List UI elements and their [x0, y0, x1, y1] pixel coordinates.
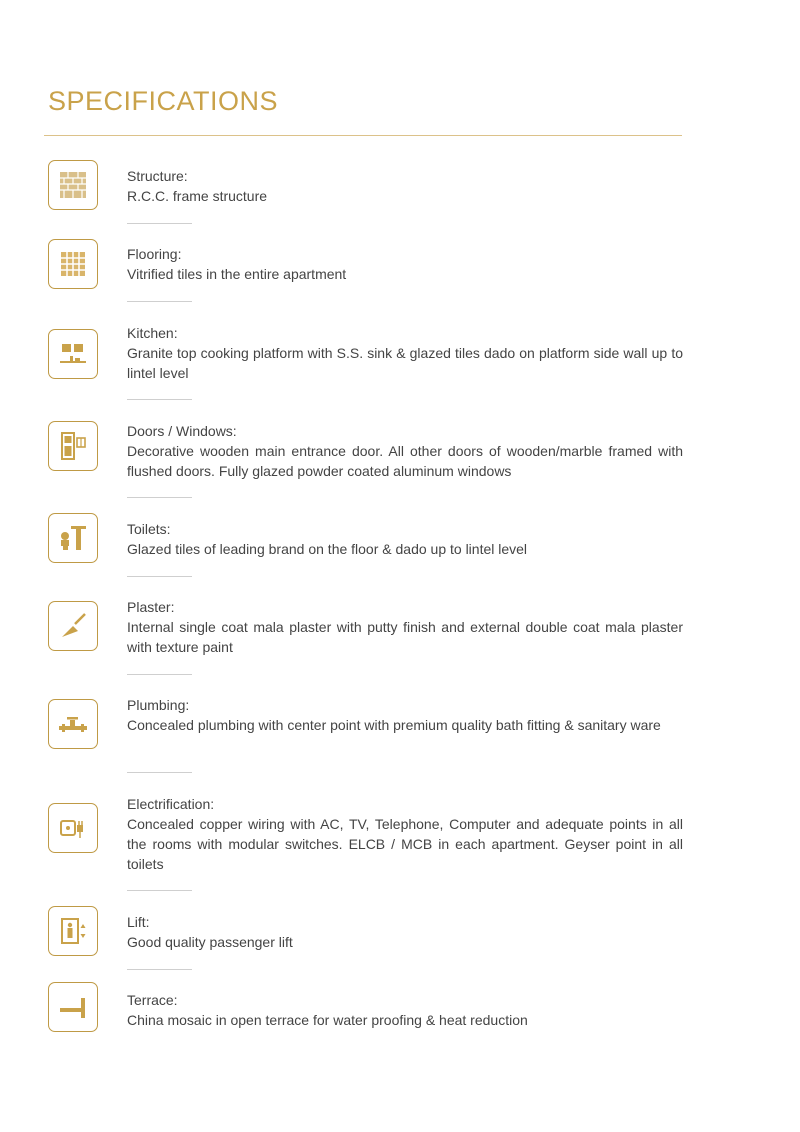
tiles-icon	[48, 239, 98, 289]
lift-icon	[48, 906, 98, 956]
spec-separator	[127, 576, 192, 577]
spec-separator	[127, 969, 192, 970]
spec-description: Glazed tiles of leading brand on the floor & dado up to lintel level	[127, 541, 528, 557]
spec-separator	[127, 223, 192, 224]
plug-socket-icon	[48, 803, 98, 853]
spec-description: Decorative wooden main entrance door. All other doors of wooden/marble framed with flushed doors. Fully glazed powder coated aluminum windows	[127, 443, 683, 479]
terrace-icon	[48, 982, 98, 1032]
spec-label: Flooring:	[127, 246, 182, 262]
spec-separator	[127, 890, 192, 891]
spec-label: Plaster:	[127, 599, 175, 615]
spec-separator	[127, 497, 192, 498]
toilet-icon	[48, 513, 98, 563]
brick-wall-icon	[48, 160, 98, 210]
spec-label: Plumbing:	[127, 697, 190, 713]
spec-description: Vitrified tiles in the entire apartment	[127, 266, 347, 282]
spec-description: Granite top cooking platform with S.S. sink & glazed tiles dado on platform side wall up to lintel level	[127, 345, 683, 381]
spec-label: Kitchen:	[127, 325, 178, 341]
spec-separator	[127, 674, 192, 675]
spec-label: Lift:	[127, 914, 150, 930]
spec-separator	[127, 399, 192, 400]
spec-description: Concealed plumbing with center point with premium quality bath fitting & sanitary ware	[127, 717, 661, 733]
spec-label: Electrification:	[127, 796, 215, 812]
page-title: SPECIFICATIONS	[48, 86, 279, 116]
spec-description: Internal single coat mala plaster with putty finish and external double coat mala plaster with texture paint	[127, 619, 683, 655]
spec-description: China mosaic in open terrace for water proofing & heat reduction	[127, 1012, 528, 1028]
door-window-icon	[48, 421, 98, 471]
spec-label: Doors / Windows:	[127, 423, 237, 439]
spec-separator	[127, 772, 192, 773]
title-divider	[44, 135, 682, 136]
spec-label: Terrace:	[127, 992, 178, 1008]
pipe-valve-icon	[48, 699, 98, 749]
spec-description: Concealed copper wiring with AC, TV, Telephone, Computer and adequate points in all the rooms with modular switches. ELCB / MCB in each apartment. Geyser point in all toilets	[127, 816, 683, 872]
spec-description: R.C.C. frame structure	[127, 188, 268, 204]
kitchen-icon	[48, 329, 98, 379]
spec-description: Good quality passenger lift	[127, 934, 293, 950]
spec-label: Toilets:	[127, 521, 171, 537]
trowel-icon	[48, 601, 98, 651]
spec-label: Structure:	[127, 168, 188, 184]
spec-separator	[127, 301, 192, 302]
